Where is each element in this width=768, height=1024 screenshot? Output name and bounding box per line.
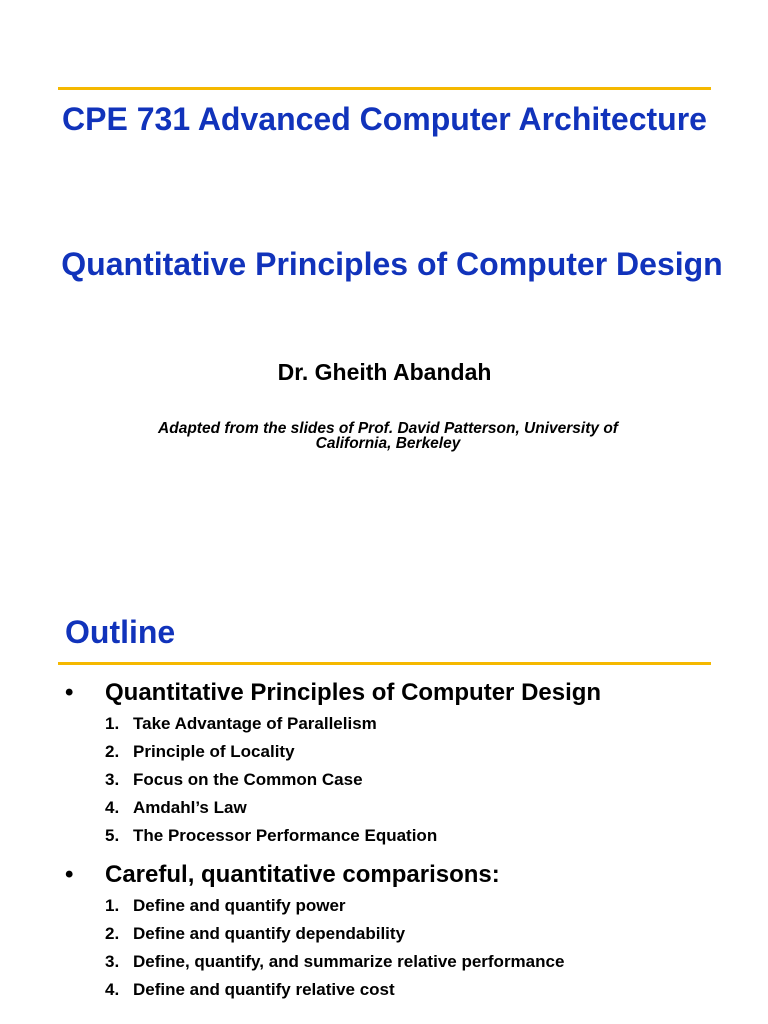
item-number: 1.: [105, 714, 120, 733]
topic-title: Quantitative Principles of Computer Design: [105, 679, 602, 706]
topic-title: Careful, quantitative comparisons:: [105, 861, 500, 888]
item-number: 4.: [105, 798, 120, 817]
item-text: The Processor Performance Equation: [133, 826, 438, 845]
bullet-icon: •: [65, 679, 74, 706]
item-text: Define and quantify power: [133, 896, 346, 915]
item-text: Define, quantify, and summarize relative performance: [133, 952, 565, 971]
author-name: Dr. Gheith Abandah: [277, 359, 492, 385]
item-text: Define and quantify relative cost: [133, 980, 395, 999]
subtopic-item: [105, 920, 725, 948]
subtopic-item: [105, 738, 725, 766]
subtopic-item: [105, 794, 725, 822]
item-text: Define and quantify dependability: [133, 924, 406, 943]
bullet-icon: •: [65, 861, 74, 888]
item-text: Amdahl’s Law: [133, 798, 247, 817]
subtopic-item: [105, 948, 725, 976]
item-text: Focus on the Common Case: [133, 770, 363, 789]
subtopic-list: [105, 710, 725, 850]
item-text: Principle of Locality: [133, 742, 295, 761]
outline-list: [65, 676, 725, 1004]
subtopic-item: [105, 976, 725, 1004]
item-number: 2.: [105, 924, 120, 943]
subtopic-item: [105, 710, 725, 738]
item-number: 5.: [105, 826, 120, 845]
item-number: 1.: [105, 896, 120, 915]
outline-heading: Outline: [65, 614, 176, 650]
outline-topic: [65, 676, 725, 850]
lecture-title: Quantitative Principles of Computer Design: [61, 246, 723, 282]
subtopic-item: [105, 892, 725, 920]
item-number: 3.: [105, 770, 120, 789]
subtopic-item: [105, 766, 725, 794]
title-slide-top-rule: [58, 87, 711, 90]
credit-note: Adapted from the slides of Prof. David Patterson, University of California, Berkeley: [158, 420, 618, 452]
subtopic-item: [105, 822, 725, 850]
item-text: Take Advantage of Parallelism: [133, 714, 377, 733]
item-number: 3.: [105, 952, 120, 971]
course-title: CPE 731 Advanced Computer Architecture: [62, 101, 707, 137]
subtopic-list: [105, 892, 725, 1004]
item-number: 2.: [105, 742, 120, 761]
item-number: 4.: [105, 980, 120, 999]
outline-slide-rule: [58, 662, 711, 665]
outline-topic: [65, 858, 725, 1004]
